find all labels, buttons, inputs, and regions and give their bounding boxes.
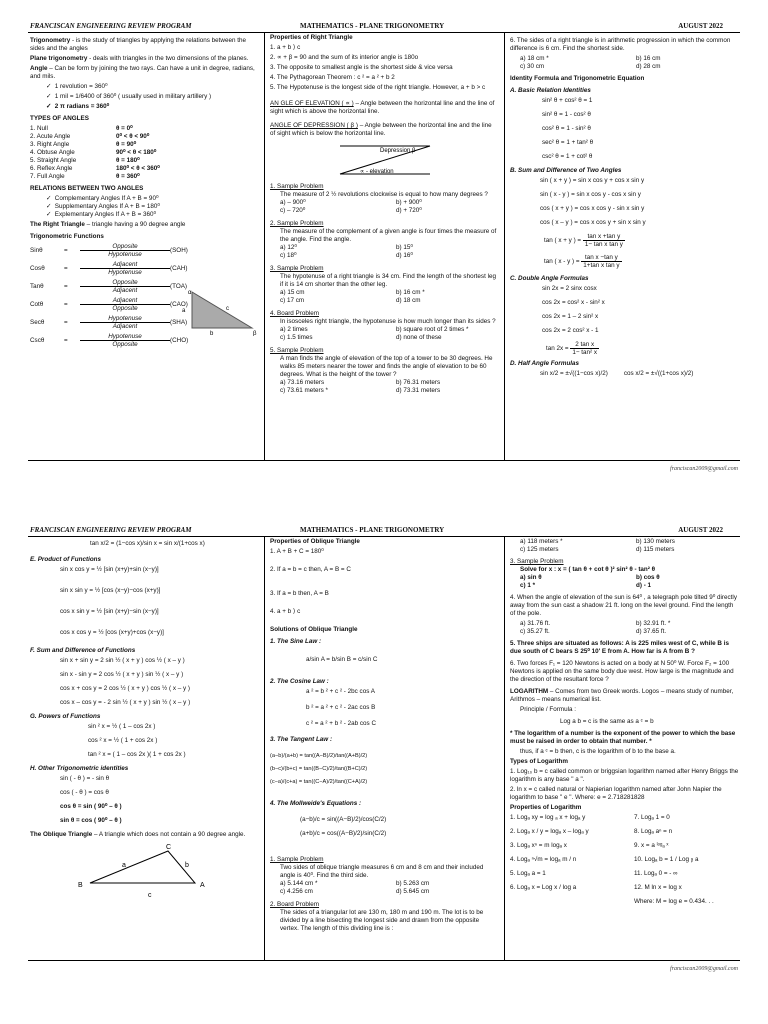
problem-text: The hypotenuse of a right triangle is 34 cm. Find the length of the shortest leg if it is 14 cm shorter than the other leg.: [280, 273, 496, 288]
problem-title: 3. Sample Problem: [270, 265, 324, 272]
choices: a) 15 cm b) 16 cm *: [280, 289, 425, 296]
trig-func-abbr: (TOA): [170, 282, 188, 290]
angle-type-row: 7. Full Angle θ = 360⁰: [30, 173, 140, 180]
basic-identities: sin² θ + cos² θ = 1 sin² θ = 1 - cos² θ cos² θ = 1 - sin² θ sec² θ = 1 + tan² θ csc² θ = 1 + cot² θ: [542, 97, 594, 160]
unit-item: ✓ 1 revolution = 360⁰: [46, 83, 108, 90]
sample-problem: [270, 220, 498, 260]
trig-func-name: Cosθ: [30, 264, 45, 272]
tan-diff-formula: tan ( x - y ) = $\frac{\text{tan x −tan y}}{\text{1+tan x tan y}}$: [544, 254, 620, 269]
term-angle: Angle: [30, 65, 48, 72]
log-property: 12. M ln x = log x: [634, 884, 682, 891]
problem-title: 4. Board Problem: [270, 310, 320, 317]
term-logarithm: LOGARITHM: [510, 688, 549, 695]
trig-func-abbr: (CHO): [170, 336, 189, 344]
log-property: 3. Logₐ xⁿ = m logₐ x: [510, 842, 567, 849]
choices: a) 2 times b) square root of 2 times *: [280, 326, 469, 333]
tangent-law: (a−b)/(a+b) = tan((A−B)/2)/tan((A+B)/2) (b−c)/(b+c) = tan((B−C)/2)/tan((B+C)/2) (c−a)/(c+a) = tan((C−A)/2)/tan((C+A)/2): [270, 753, 368, 785]
trig-func-ratio: Hypotenuse Opposite: [80, 333, 170, 348]
half-angle-formulas: sin x/2 = ±√((1−cos x)/2) cos x/2 = ±√((1+cos x)/2): [540, 370, 694, 377]
trig-func-ratio: Hypotenuse Adjacent: [80, 315, 170, 330]
p1-problems: [270, 183, 498, 395]
half-heading: D. Half Angle Formulas: [510, 360, 580, 367]
def-elevation: – Angle between the horizontal line and the line of sight which is above the horizontal line.: [270, 100, 495, 115]
sample-problem: [270, 183, 498, 215]
p2-column-2: [270, 538, 498, 938]
log-property: 10. Logₐ b = 1 / Log ᵦ a: [634, 856, 699, 863]
sum-identities: sin ( x + y ) = sin x cos y + cos x sin y sin ( x - y ) = sin x cos y - cos x sin y cos ( x + y ) = cos x cos y - sin x sin y cos ( x – y ) = cos x cos y + sin x sin y tan ( x + y ) = $\frac{\text{tan x +tan y}}{\text{1− tan x tan y}}$ tan ( x - y ) = $\frac{\text{tan x −tan y}}{\text{1+tan x tan y}}$: [510, 177, 740, 269]
tangent-law-heading: 3. The Tangent Law :: [270, 736, 333, 743]
def-trigonometry: - is the study of triangles by applying the relations between the sides and the angles: [30, 37, 246, 52]
relations-heading: RELATIONS BETWEEN TWO ANGLES: [30, 185, 144, 192]
def-logarithm: – Comes from two Greek words. Logos – means study of number, Arithmos – means numerical list.: [510, 688, 734, 703]
problem-text: The measure of the complement of a given angle is four times the measure of the angle. Find the angle.: [280, 228, 497, 243]
trig-func-heading: Trigonometric Functions: [30, 233, 104, 240]
property-item: 1. a + b ⟩ c: [270, 44, 301, 51]
p2-column-3: [510, 538, 740, 912]
property-item: 3. If a = b then, A = B: [270, 590, 329, 597]
problem-6: 6. The sides of a right triangle is in arithmetic progression in which the common difference is 6 cm. Find the shortest side.: [510, 37, 731, 52]
def-angle: – Can be form by joining the two rays. Can have a unit in degree, radians, and mils.: [30, 65, 255, 80]
svg-text:c: c: [148, 892, 152, 899]
sum-heading: B. Sum and Difference of Two Angles: [510, 167, 622, 174]
unit-item: ✓ 1 mil = 1/6400 of 360⁰ ( usually used in military artillery ): [46, 93, 212, 100]
property-item: 2. If a = b = c then, A = B = C: [270, 566, 351, 573]
problem-text: The measure of 2 ½ revolutions clockwise is equal to how many degrees ?: [280, 191, 488, 198]
header-rule: [28, 32, 740, 33]
problem-title: 2. Sample Problem: [270, 220, 324, 227]
footer-rule: [28, 960, 740, 961]
svg-text:B: B: [78, 882, 83, 889]
choices: c) 4.256 cm d) 5.645 cm: [280, 888, 430, 895]
column-divider: [264, 536, 265, 960]
svg-text:α: α: [188, 290, 192, 296]
problem-5: 5. Three ships are situated as follows: A is 225 miles west of C, while B is due south of C bears S 25⁰ 10' E from A. How far is A from B ?: [510, 640, 729, 655]
property-item: 4. a + b ⟩ c: [270, 608, 301, 615]
double-heading: C. Double Angle Formulas: [510, 275, 589, 282]
choices: a) sin θ b) cos θ: [520, 574, 660, 581]
p1-column-3: [510, 37, 740, 378]
sine-law: a/sin A = b/sin B = c/sin C: [306, 656, 378, 663]
sample-problem: [270, 347, 498, 395]
angle-type-row: 2. Acute Angle 0⁰ < θ < 90⁰: [30, 133, 150, 140]
double-identities: sin 2x = 2 sinx cosx cos 2x = cos² x - sin² x cos 2x = 1 – 2 sin² x cos 2x = 2 cos² x - 1 tan 2x = $\frac{\text{2 tan x}}{\text{1− tan² x}}$: [510, 285, 740, 356]
term-depression: ANGLE OF DEPRESSION ( β ): [270, 122, 358, 129]
svg-text:A: A: [200, 882, 205, 889]
log-property: 6. Logₐ x = Log x / log a: [510, 884, 577, 891]
log-props-left: [510, 814, 630, 912]
log-property: 7. Logₐ 1 = 0: [634, 814, 670, 821]
footer-rule: [28, 460, 740, 461]
problem-title: 5. Sample Problem: [270, 347, 324, 354]
trig-func-name: Secθ: [30, 318, 45, 326]
trig-func-name: Cscθ: [30, 336, 45, 344]
solutions-heading: Solutions of Oblique Triangle: [270, 626, 358, 633]
angle-type-row: 1. Null θ = 0⁰: [30, 125, 133, 132]
problem-title: 2. Board Problem: [270, 901, 320, 908]
principle-label: Principle / Formula :: [520, 706, 576, 713]
choices: a) 5.144 cm * b) 5.263 cm: [280, 880, 430, 887]
choices: a) 18 cm * b) 16 cm: [520, 55, 661, 62]
power-identities: sin ² x = ½ ( 1 – cos 2x ) cos ² x = ½ ( 1 + cos 2x ) tan ² x = ( 1 – cos 2x )( 1 + cos 2x ): [88, 723, 186, 758]
relation-item: ✓ Supplementary Angles If A + B = 180⁰: [46, 203, 160, 210]
choices: a) 73.16 meters b) 76.31 meters: [280, 379, 441, 386]
log-type-item: 2. ln x = c called natural or Napierian logarithm named after John Napier the logarithm to base " e ". Where: e = 2.718281828: [510, 786, 722, 801]
def-plane-trig: - deals with triangles in the two dimensions of the planes.: [87, 55, 249, 62]
choices: a) 118 meters * b) 130 meters: [520, 538, 675, 545]
header-date: AUGUST 2022: [678, 22, 723, 30]
sample-problem: [270, 856, 498, 896]
problem-title: 1. Sample Problem: [270, 183, 324, 190]
identity-heading: Identity Formula and Trigonometric Equation: [510, 75, 645, 82]
def-right-triangle: – triangle having a 90 degree angle: [84, 221, 186, 228]
principle-formula: Log a b = c is the same as a ᶜ = b: [560, 718, 654, 725]
svg-text:b: b: [210, 331, 214, 336]
angle-type-row: 4. Obtuse Angle 90⁰ < θ < 180⁰: [30, 149, 157, 156]
choices: c) 1.5 times d) none of these: [280, 334, 442, 341]
svg-text:β: β: [253, 331, 257, 336]
header-date: AUGUST 2022: [678, 526, 723, 534]
choices: c) 35.27 ft. d) 37.65 ft.: [520, 628, 667, 635]
page-1: [0, 0, 768, 500]
p2-column-1: [30, 540, 258, 904]
trig-func-ratio: Adjacent Hypotenuse: [80, 261, 170, 276]
angle-type-row: 3. Right Angle θ = 90⁰: [30, 141, 137, 148]
sine-law-heading: 1. The Sine Law :: [270, 638, 322, 645]
footer-email: franciscan2009@gmail.com: [669, 466, 738, 472]
log-note: * The logarithm of a number is the exponent of the power to which the base must be raised in order to obtain that number. *: [510, 730, 736, 745]
log-thus: thus, if a ᶜ = b then, c is the logarithm of b to the base a.: [520, 748, 676, 755]
choices: c) 125 meters d) 115 meters: [520, 546, 675, 553]
term-plane-trig: Plane trigonometry: [30, 55, 88, 62]
unit-item: ✓ 2 π radians = 360⁰: [46, 103, 110, 110]
log-property: Where: M = log e = 0.434. . .: [634, 898, 714, 905]
angle-type-row: 5. Straight Angle θ = 180⁰: [30, 157, 140, 164]
trig-func-name: Tanθ: [30, 282, 44, 290]
problem-text: In isosceles right triangle, the hypotenuse is how much longer than its sides ?: [280, 318, 496, 325]
powers-heading: G. Powers of Functions: [30, 713, 101, 720]
term-right-triangle: The Right Triangle: [30, 221, 85, 228]
right-triangle-figure: [180, 288, 260, 336]
def-depression: – Angle between the horizontal line and the line of sight which is below the horizontal line.: [270, 122, 492, 137]
tan-half-formula: tan x/2 = (1−cos x)/sin x = sin x/(1+cos x): [90, 540, 205, 547]
property-item: 3. The opposite to smallest angle is the shortest side & vice versa: [270, 64, 453, 71]
choices: c) – 720⁰ d) + 720⁰: [280, 207, 422, 214]
problem-text: Two sides of oblique triangle measures 6 cm and 8 cm and their included angle is 40⁰. Find the third side.: [280, 864, 484, 879]
cosine-law-heading: 2. The Cosine Law :: [270, 678, 329, 685]
header-rule: [28, 536, 740, 537]
cosine-law: a ² = b ² + c ² - 2bc cos A b ² = a ² + c ² - 2ac cos B c ² = a ² + b ² - 2ab cos C: [306, 688, 376, 727]
trig-function-table: Sinθ = Opposite Hypotenuse (SOH) Cosθ = Adjacent Hypotenuse (CAH) Tanθ = Opposite Adjacent (TOA) Cotθ = Adjacent Opposite (CAO) Secθ = Hypotenuse Adjacent (SHA) Cscθ = Hypotenuse Opposite (CHO): [30, 243, 258, 348]
choices: a) 31.76 ft. b) 32.91 ft. *: [520, 620, 671, 627]
trig-func-name: Sinθ: [30, 246, 43, 254]
log-property: 4. Logₐ ⁿ√m = logₐ m / n: [510, 856, 577, 863]
choices: c) 1 * d) - 1: [520, 582, 652, 589]
property-item: 2. ∝ + β = 90 and the sum of its interior angle is 180o: [270, 54, 419, 61]
problem-4: 4. When the angle of elevation of the sun is 64⁰ , a telegraph pole tilted 9⁰ directly away from the sun cast a shadow 21 ft. long on the level ground. Find the length of the pole.: [510, 594, 737, 617]
tan-sum-formula: tan ( x + y ) = $\frac{\text{tan x +tan y}}{\text{1− tan x tan y}}$: [544, 233, 623, 248]
log-property: 9. x = a ˡᵒᵍₐ ˣ: [634, 842, 669, 849]
log-property: 2. Logₐ x / y = logₐ x – logₐ y: [510, 828, 589, 835]
problem-3-title: 3. Sample Problem: [510, 558, 564, 565]
program-name: FRANCISCAN ENGINEERING REVIEW PROGRAM: [30, 22, 192, 30]
relation-item: ✓ Complementary Angles If A + B = 90⁰: [46, 195, 159, 202]
column-divider: [504, 536, 505, 960]
log-props-right: [634, 814, 740, 912]
problem-title: 1. Sample Problem: [270, 856, 324, 863]
oblique-triangle-figure: [30, 841, 230, 901]
column-divider: [264, 32, 265, 460]
program-name: FRANCISCAN ENGINEERING REVIEW PROGRAM: [30, 526, 192, 534]
term-oblique: The Oblique Triangle: [30, 831, 93, 838]
page-2: [0, 520, 768, 1024]
trig-func-abbr: (CAH): [170, 264, 188, 272]
depression-label: Depression β: [380, 148, 416, 154]
trig-func-ratio: Opposite Hypotenuse: [80, 243, 170, 258]
choices: c) 30 cm d) 28 cm: [520, 63, 661, 70]
log-property: 5. Logₐ a = 1: [510, 870, 546, 877]
sumfunc-heading: F. Sum and Difference of Functions: [30, 647, 136, 654]
sumfunc-identities: sin x + sin y = 2 sin ½ ( x + y ) cos ½ ( x – y ) sin x - sin y = 2 cos ½ ( x + y ) sin ½ ( x – y ) cos x + cos y = 2 cos ½ ( x + y ) cos ½ ( x – y ) cos x – cos y = - 2 sin ½ ( x + y ) sin ½ ( x – y ): [60, 657, 191, 706]
svg-text:C: C: [166, 844, 172, 851]
log-type-item: 1. Log₁₀ b = c called common or briggsian logarithm named after Henry Briggs the logarithm is any base " a ".: [510, 768, 739, 783]
property-item: 5. The Hypotenuse is the longest side of the right triangle. However, a + b > c: [270, 84, 486, 91]
problem-text: A man finds the angle of elevation of the top of a tower to be 30 degrees. He walks 85 meters nearer the tower and finds the angle of elevation to be 60 degrees. What is the height of the tower ?: [280, 355, 493, 378]
svg-text:a: a: [182, 308, 186, 314]
svg-text:c: c: [226, 306, 229, 312]
types-heading: TYPES OF ANGLES: [30, 115, 89, 122]
log-property: 8. Logₐ aⁿ = n: [634, 828, 673, 835]
log-property: 11. Logₐ 0 = - ∞: [634, 870, 678, 877]
problem-6: 6. Two forces F₁ = 120 Newtons is acted on a body at N 50⁰ W. Force F₂ = 100 Newtons is applied on the same body due west. How large is the magnitude and the direction of the resultant force ?: [510, 660, 734, 683]
angle-type-row: 6. Reflex Angle 180⁰ < θ < 360⁰: [30, 165, 160, 172]
p2-problems: [270, 856, 498, 933]
product-heading: E. Product of Functions: [30, 556, 102, 563]
oblique-props-heading: Properties of Oblique Triangle: [270, 538, 360, 545]
trig-func-name: Cotθ: [30, 300, 44, 308]
choices: a) – 900⁰ b) + 900⁰: [280, 199, 422, 206]
trig-func-abbr: (SOH): [170, 246, 188, 254]
sample-problem: [270, 310, 498, 342]
subject-title: MATHEMATICS - PLANE TRIGONOMETRY: [300, 526, 445, 534]
footer-email: franciscan2009@gmail.com: [669, 966, 738, 972]
product-identities: sin x cos y = ½ [sin (x+y)+sin (x−y)] sin x sin y = ½ [cos (x−y)−cos (x+y)] cos x sin y = ½ [sin (x+y)−sin (x−y)] cos x cos y = ½ [cos (x+y)+cos (x−y)]: [60, 566, 164, 636]
elevation-label: ∝ - elevation: [360, 169, 394, 175]
sample-problem: [270, 265, 498, 305]
right-tri-props-heading: Properties of Right Triangle: [270, 34, 353, 41]
def-oblique: – A triangle which does not contain a 90 degree angle.: [92, 831, 246, 838]
trig-func-abbr: (CAO): [170, 300, 188, 308]
svg-text:b: b: [185, 862, 189, 869]
choices: a) 12⁰ b) 15⁰: [280, 244, 413, 251]
problem-text: The sides of a triangular lot are 130 m, 180 m and 190 m. The lot is to be divided by a line bisecting the longest side and drawn from the opposite vertex. The length of this dividing line is :: [280, 909, 484, 932]
term-trigonometry: Trigonometry: [30, 37, 71, 44]
column-divider: [504, 32, 505, 460]
trig-func-ratio: Adjacent Opposite: [80, 297, 170, 312]
tan-double-formula: tan 2x = $\frac{\text{2 tan x}}{\text{1− tan² x}}$: [546, 341, 598, 356]
choices: c) 17 cm d) 18 cm: [280, 297, 421, 304]
svg-text:a: a: [122, 862, 126, 869]
property-item: 4. The Pythagorean Theorem : c ² = a ² + b 2: [270, 74, 395, 81]
other-identities: sin ( - θ ) = - sin θ cos ( - θ ) = cos θ cos θ = sin ( 90⁰ – θ ) sin θ = cos ( 90⁰ – θ ): [60, 775, 122, 824]
basic-heading: A. Basic Relation Identities: [510, 87, 591, 94]
log-property: 1. Logₐ xy = log ₐ x + logₐ y: [510, 814, 586, 821]
choices: c) 73.61 meters * d) 73.31 meters: [280, 387, 441, 394]
log-types-heading: Types of Logarithm: [510, 758, 568, 765]
choices: c) 18⁰ d) 16⁰: [280, 252, 413, 259]
problem-3-text: Solve for x : x = ( tan θ + cot θ )² sin² θ - tan² θ: [520, 566, 656, 573]
angle-types-list: [30, 125, 258, 181]
term-elevation: AN GLE OF ELEVATION ( ∝ ): [270, 100, 354, 107]
log-properties: [510, 814, 740, 912]
trig-func-ratio: Opposite Adjacent: [80, 279, 170, 294]
trig-func-abbr: (SHA): [170, 318, 188, 326]
subject-title: MATHEMATICS - PLANE TRIGONOMETRY: [300, 22, 445, 30]
p1-column-2: [270, 34, 498, 400]
log-props-heading: Properties of Logarithm: [510, 804, 582, 811]
property-item: 1. A + B + C = 180⁰: [270, 548, 324, 555]
sample-problem: [270, 901, 498, 933]
relation-item: ✓ Explementary Angles If A + B = 360⁰: [46, 211, 157, 218]
mollweide-heading: 4. The Mollweide's Equations :: [270, 800, 362, 807]
mollweide-equations: (a−b)/c = sin((A−B)/2)/cos(C/2) (a+b)/c = cos((A−B)/2)/sin(C/2): [300, 816, 387, 837]
other-heading: H. Other Trigonometric identities: [30, 765, 129, 772]
elevation-depression-figure: [270, 140, 498, 180]
